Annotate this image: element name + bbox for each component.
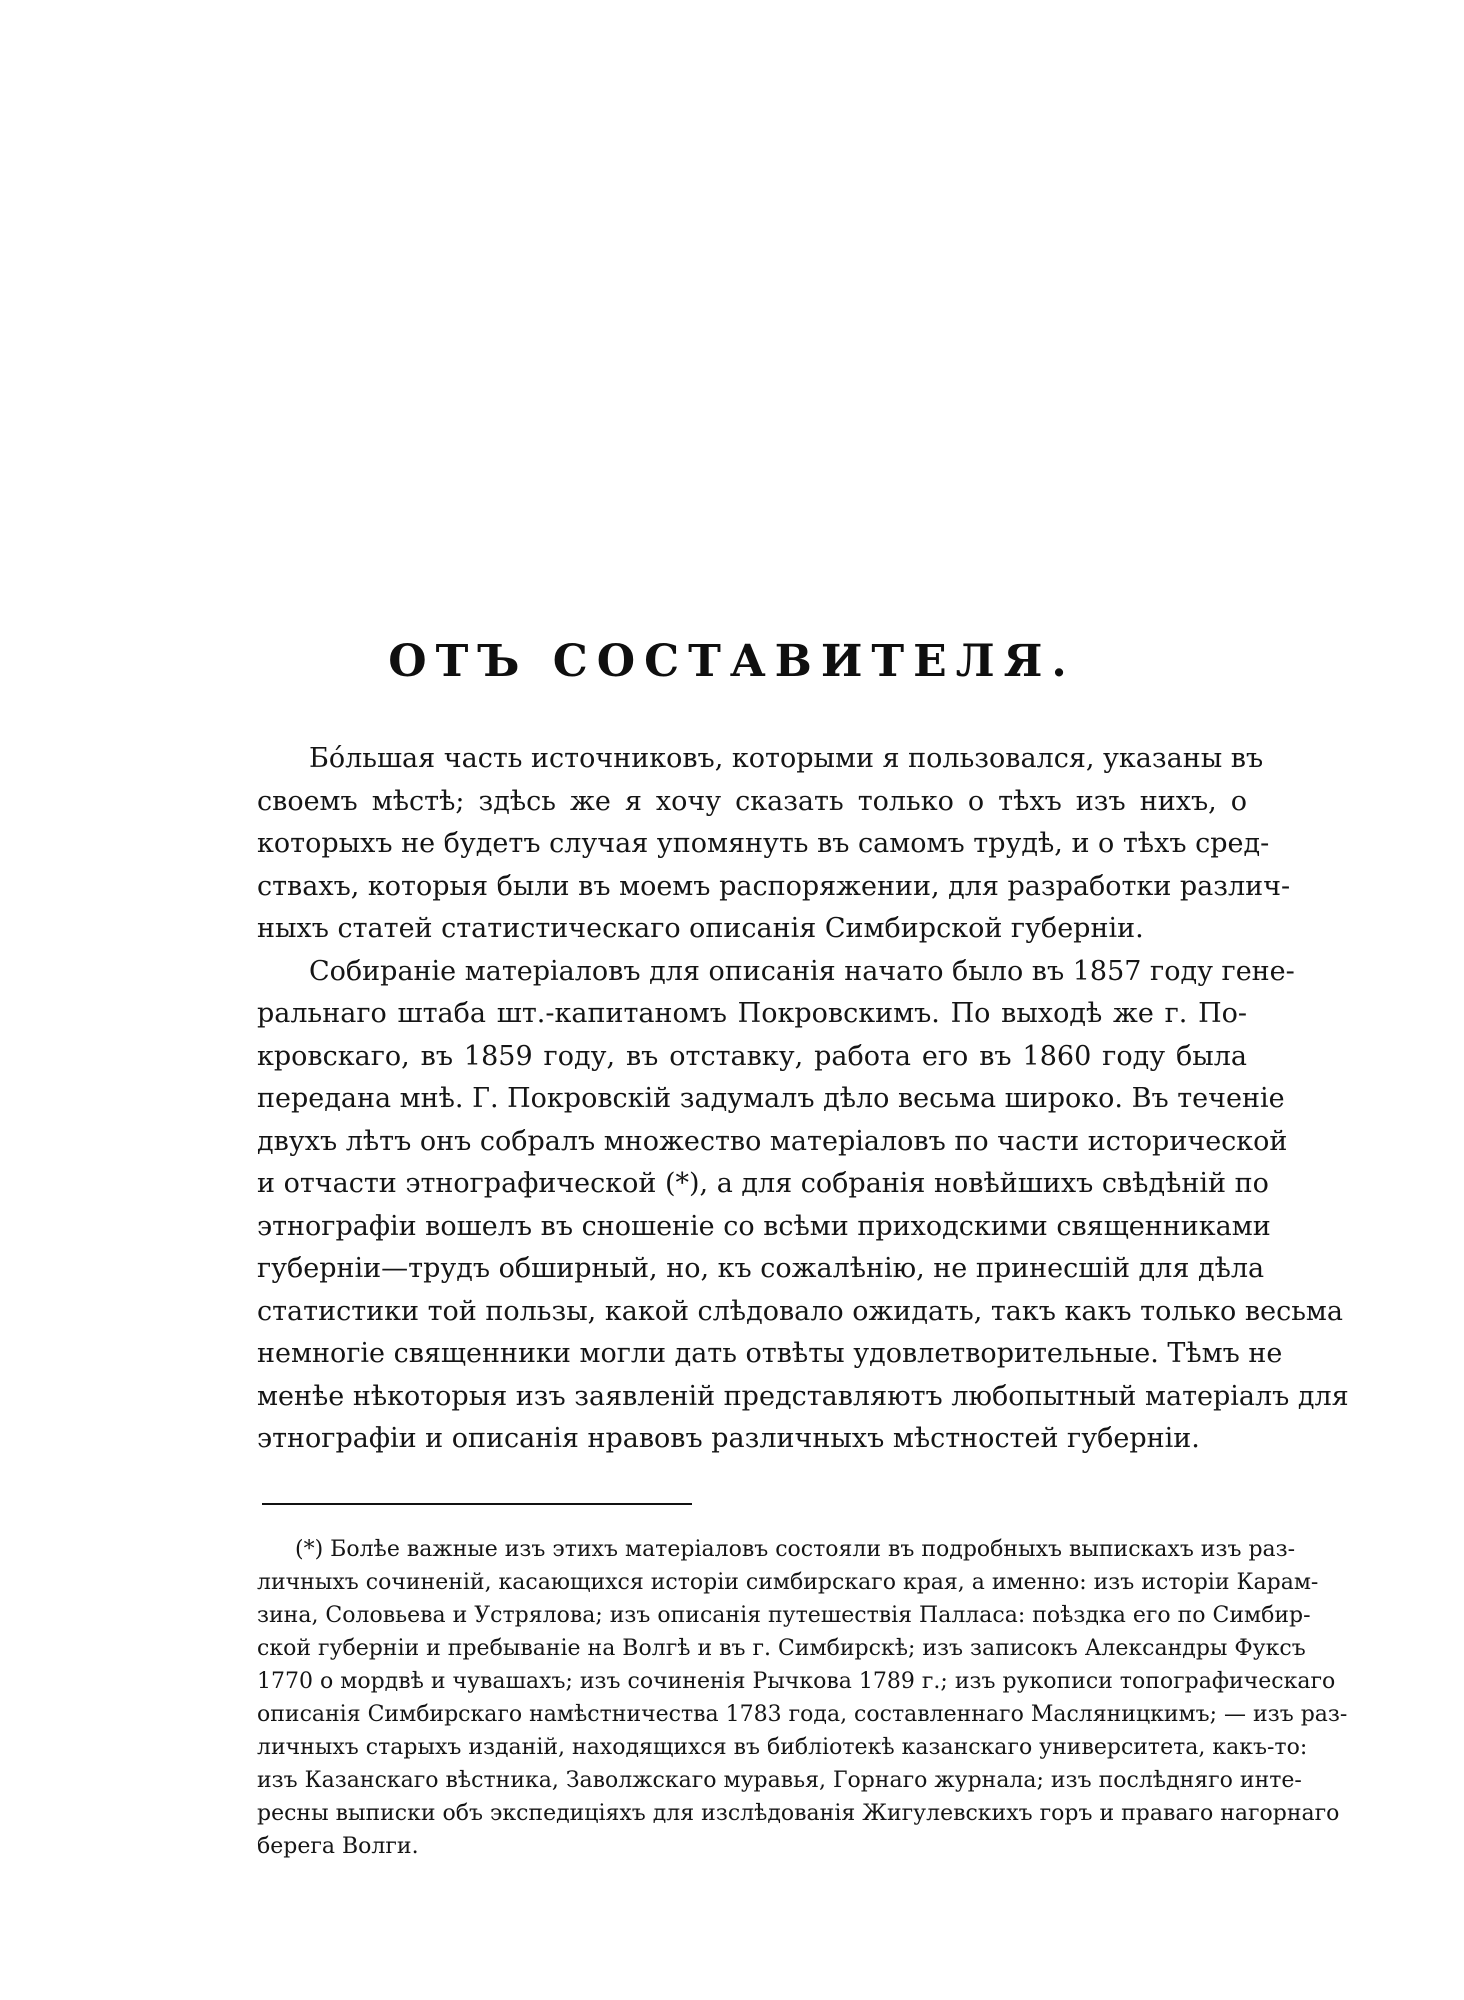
footnote-line: ресны выписки объ экспедиціяхъ для изслѣдованія Жигулевскихъ горъ и праваго нагорнаго — [257, 1801, 1340, 1826]
text-line: губерніи—трудъ обширный, но, къ сожалѣнію, не принесшій для дѣла — [257, 1253, 1265, 1284]
footnote — [257, 1533, 1348, 1863]
text-line: этнографіи и описанія нравовъ различныхъ мѣстностей губерніи. — [257, 1423, 1200, 1454]
text-line: которыхъ не будетъ случая упомянуть въ самомъ трудѣ, и о тѣхъ сред- — [257, 828, 1270, 859]
text-line: менѣе нѣкоторыя изъ заявленій представляютъ любопытный матеріалъ для — [257, 1380, 1349, 1412]
text-line: ральнаго штаба шт.-капитаномъ Покровскимъ. По выходѣ же г. По- — [257, 998, 1247, 1029]
text-line: передана мнѣ. Г. Покровскій задумалъ дѣло весьма широко. Въ теченіе — [257, 1083, 1285, 1114]
footnote-line: личныхъ сочиненій, касающихся исторіи симбирскаго края, а именно: изъ исторіи Карам- — [257, 1570, 1319, 1595]
footnote-line: описанія Симбирскаго намѣстничества 1783 года, составленнаго Масляницкимъ; — изъ раз- — [257, 1702, 1348, 1727]
text-line: немногіе священники могли дать отвѣты удовлетворительные. Тѣмъ не — [257, 1338, 1283, 1369]
footnote-line: (*) Болѣе важные изъ этихъ матеріаловъ состояли въ подробныхъ выпискахъ изъ раз- — [295, 1537, 1296, 1562]
text-line: статистики той пользы, какой слѣдовало ожидать, такъ какъ только весьма — [257, 1295, 1343, 1327]
text-line: и отчасти этнографической (*), а для собранія новѣйшихъ свѣдѣній по — [257, 1168, 1269, 1199]
page-title: ОТЪ СОСТАВИТЕЛЯ. — [388, 636, 1076, 687]
main-text — [257, 738, 1349, 1461]
text-line: Собираніе матеріаловъ для описанія начато было въ 1857 году гене- — [309, 955, 1295, 987]
text-line: кровскаго, въ 1859 году, въ отставку, работа его въ 1860 году была — [257, 1040, 1247, 1072]
text-line: двухъ лѣтъ онъ собралъ множество матеріаловъ по части исторической — [257, 1125, 1288, 1157]
footnote-line: 1770 о мордвѣ и чувашахъ; изъ сочиненія Рычкова 1789 г.; изъ рукописи топографическаго — [257, 1669, 1336, 1694]
footnote-line: личныхъ старыхъ изданій, находящихся въ библіотекѣ казанскаго университета, какъ-то: — [257, 1735, 1308, 1760]
text-line: своемъ мѣстѣ; здѣсь же я хочу сказать только о тѣхъ изъ нихъ, о — [257, 785, 1247, 817]
footnote-divider — [262, 1503, 692, 1505]
footnote-line: изъ Казанскаго вѣстника, Заволжскаго муравья, Горнаго журнала; изъ послѣдняго инте- — [257, 1768, 1302, 1793]
text-line: ствахъ, которыя были въ моемъ распоряжении, для разработки различ- — [257, 870, 1291, 902]
footnote-line: берега Волги. — [257, 1834, 419, 1859]
footnote-line: ской губерніи и пребываніе на Волгѣ и въ г. Симбирскѣ; изъ записокъ Александры Фуксъ — [257, 1636, 1306, 1661]
text-line: этнографіи вошелъ въ сношеніе со всѣми приходскими священниками — [257, 1210, 1271, 1242]
text-line: ныхъ статей статистическаго описанія Симбирской губерніи. — [257, 913, 1144, 944]
footnote-line: зина, Соловьева и Устрялова; изъ описанія путешествія Палласа: поѣздка его по Симбир- — [257, 1603, 1311, 1628]
text-line: Бо́льшая часть источниковъ, которыми я пользовался, указаны въ — [309, 743, 1264, 774]
